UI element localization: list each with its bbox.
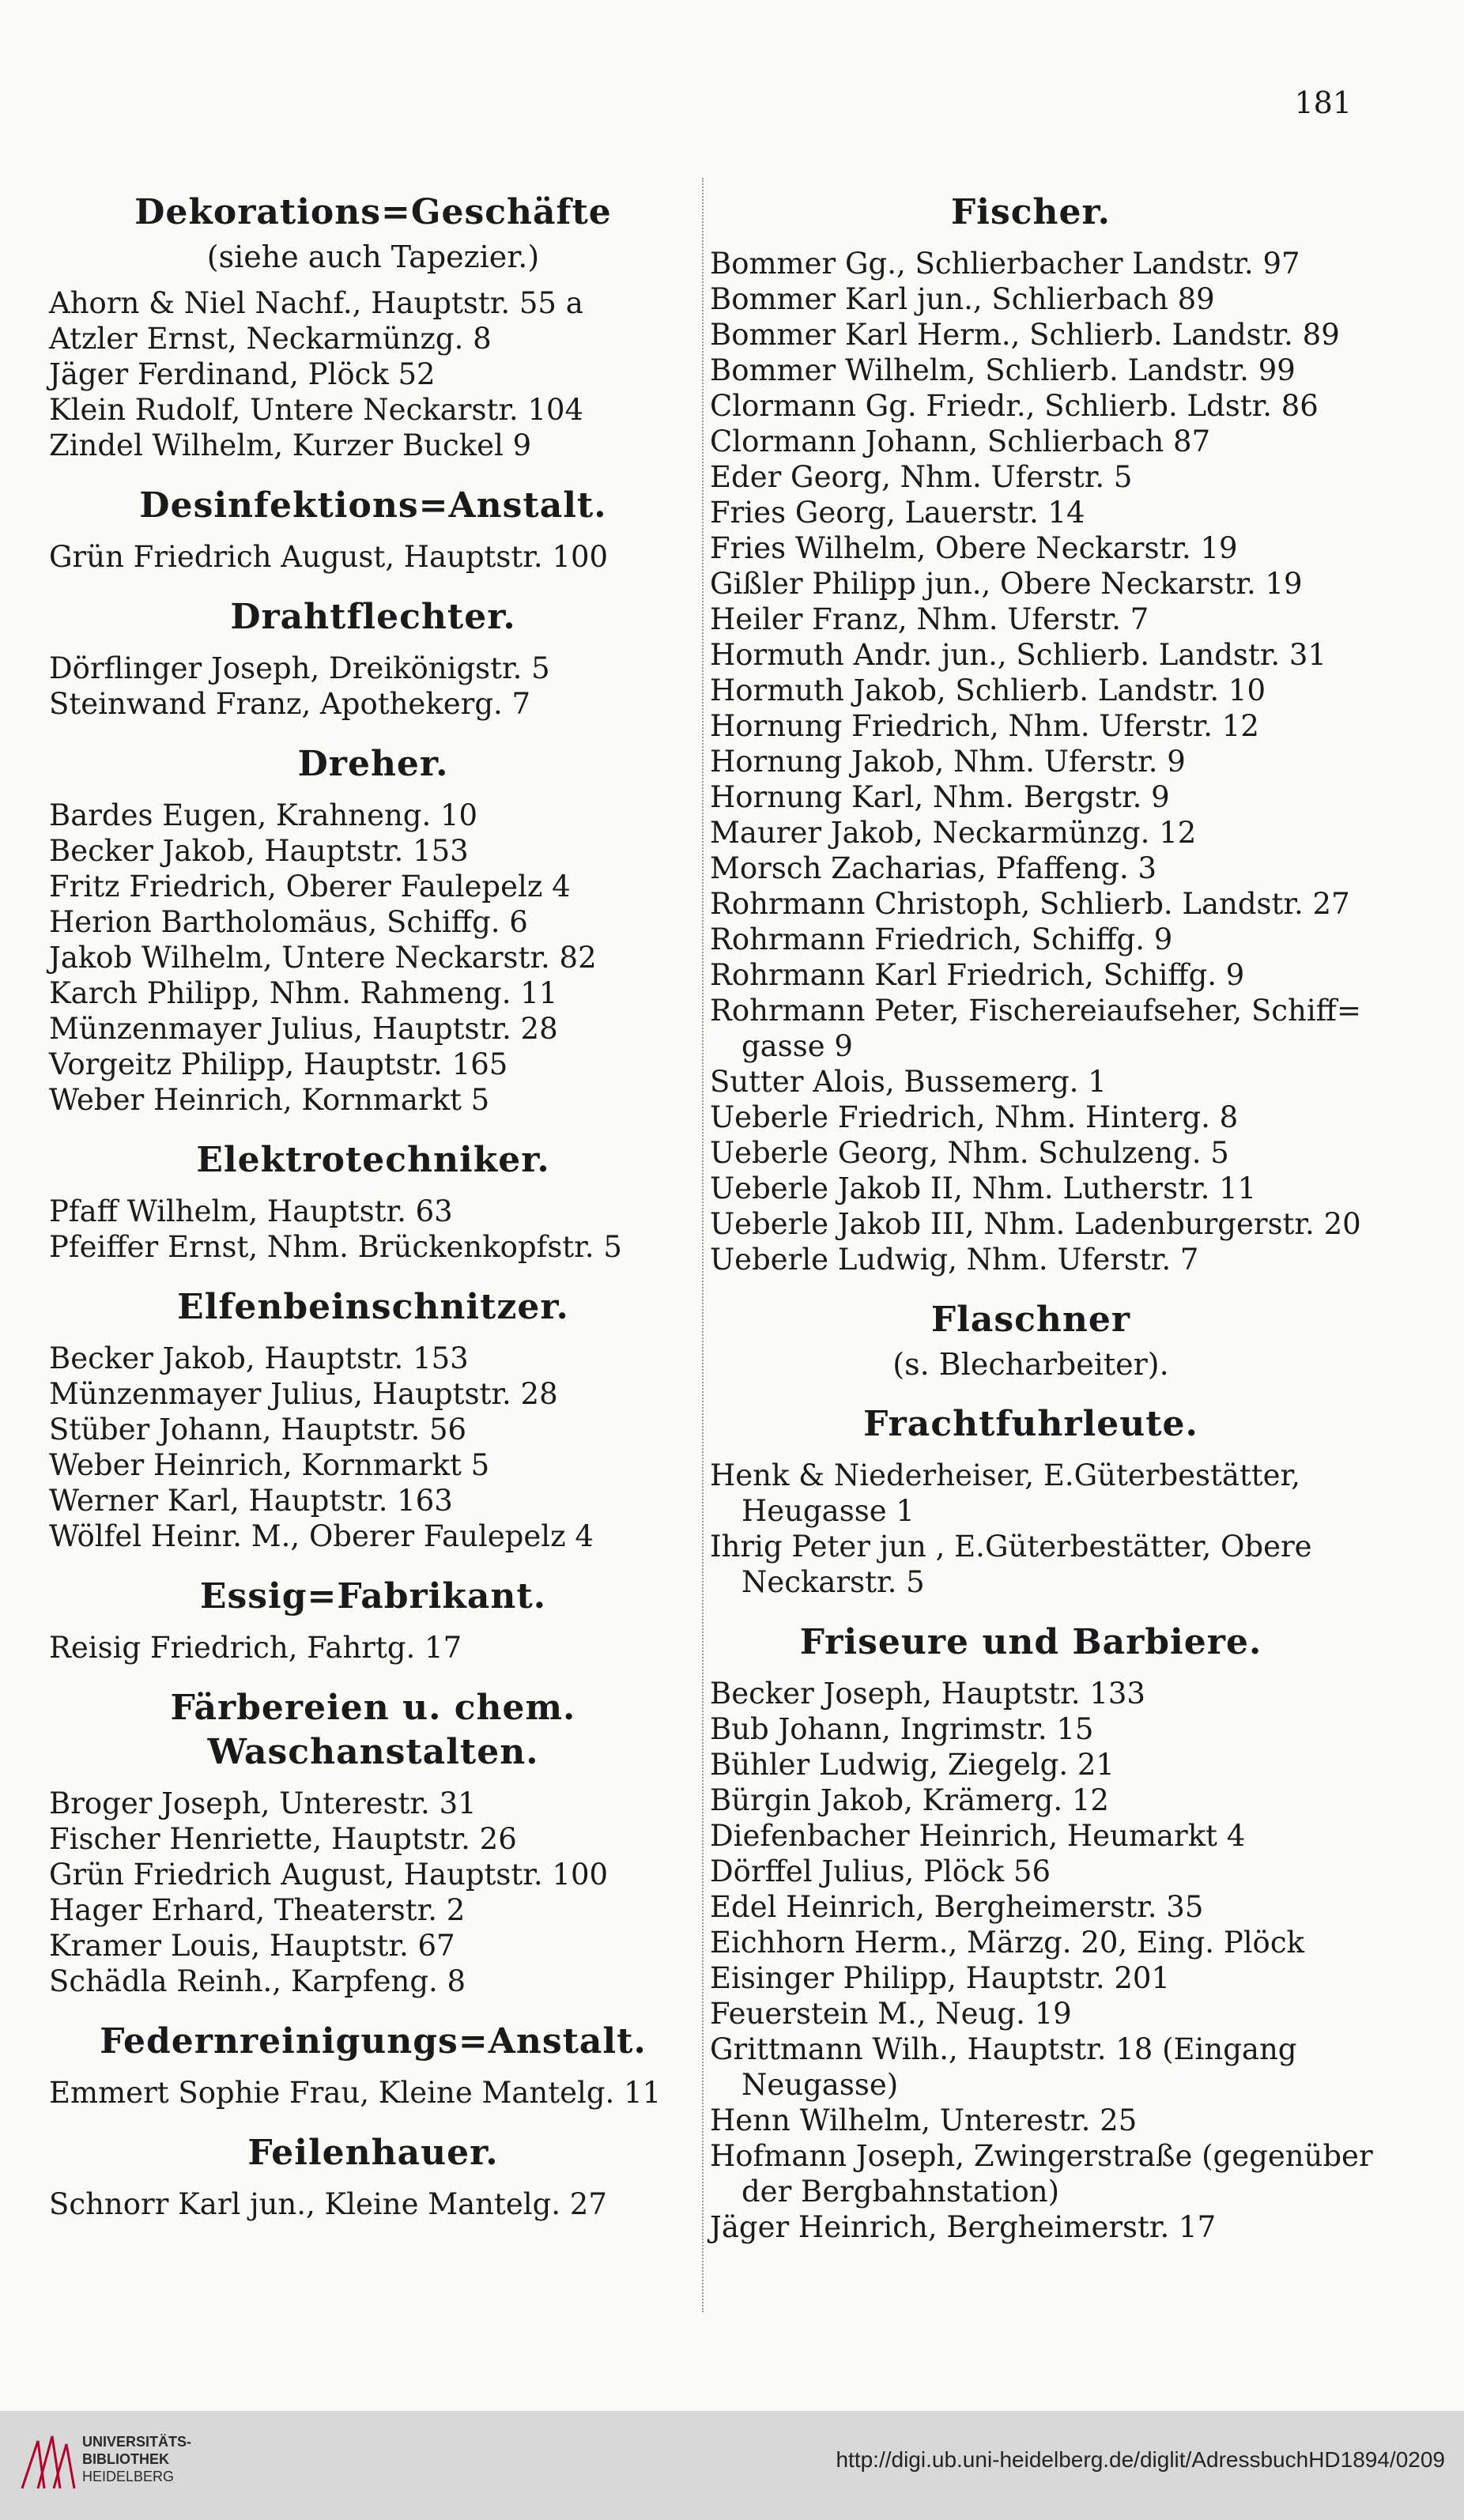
section-heading: Dekorations=Geschäfte [134,192,612,232]
directory-entry: Fritz Friedrich, Oberer Faulepelz 4 [49,870,571,904]
directory-entry-continuation: Heugasse 1 [741,1494,915,1528]
directory-entry: Bommer Karl jun., Schlierbach 89 [710,282,1215,316]
section-heading: Flaschner [930,1300,1131,1340]
directory-entry: Eichhorn Herm., Märzg. 20, Eing. Plöck [710,1926,1304,1960]
directory-entry: Hornung Karl, Nhm. Bergstr. 9 [710,780,1170,814]
directory-entry: Jäger Heinrich, Bergheimerstr. 17 [710,2210,1217,2244]
directory-entry: Bommer Karl Herm., Schlierb. Landstr. 89 [710,318,1340,352]
directory-entry: Fischer Henriette, Hauptstr. 26 [49,1822,517,1856]
directory-entry-continuation: Neugasse) [741,2068,899,2102]
directory-entry: Becker Jakob, Hauptstr. 153 [49,834,469,868]
directory-entry: Ueberle Jakob II, Nhm. Lutherstr. 11 [710,1171,1257,1205]
directory-entry: Jakob Wilhelm, Untere Neckarstr. 82 [49,941,597,975]
directory-entry: Ueberle Jakob III, Nhm. Ladenburgerstr. 20 [710,1207,1361,1241]
directory-entry: Hormuth Jakob, Schlierb. Landstr. 10 [710,673,1266,707]
directory-entry: Schnorr Karl jun., Kleine Mantelg. 27 [49,2187,607,2221]
directory-entry: Bürgin Jakob, Krämerg. 12 [710,1783,1109,1817]
directory-entry: Clormann Johann, Schlierbach 87 [710,424,1211,458]
directory-entry: Werner Karl, Hauptstr. 163 [49,1484,453,1518]
directory-entry: Morsch Zacharias, Pfaffeng. 3 [710,851,1157,885]
directory-entry: Fries Wilhelm, Obere Neckarstr. 19 [710,531,1238,565]
directory-entry: Weber Heinrich, Kornmarkt 5 [49,1083,490,1117]
directory-entry-continuation: der Bergbahnstation) [741,2175,1060,2209]
directory-entry: Gißler Philipp jun., Obere Neckarstr. 19 [710,567,1303,601]
directory-entry: Weber Heinrich, Kornmarkt 5 [49,1448,490,1482]
directory-entry: Becker Jakob, Hauptstr. 153 [49,1341,469,1375]
directory-entry: Bommer Gg., Schlierbacher Landstr. 97 [710,247,1300,281]
directory-entry: Rohrmann Friedrich, Schiffg. 9 [710,922,1173,956]
right-column [710,170,1373,2245]
directory-entry: Dörflinger Joseph, Dreikönigstr. 5 [49,651,550,685]
directory-entry: Münzenmayer Julius, Hauptstr. 28 [49,1377,558,1411]
directory-entry: Rohrmann Karl Friedrich, Schiffg. 9 [710,958,1245,992]
directory-entry: Clormann Gg. Friedr., Schlierb. Ldstr. 86 [710,389,1319,423]
directory-entry: Edel Heinrich, Bergheimerstr. 35 [710,1890,1204,1924]
directory-entry: Schädla Reinh., Karpfeng. 8 [49,1964,466,1998]
directory-entry: Hormuth Andr. jun., Schlierb. Landstr. 31 [710,638,1326,672]
directory-entry: Rohrmann Peter, Fischereiaufseher, Schiff= [710,994,1361,1028]
institution-line-1: UNIVERSITÄTS- [82,2434,192,2450]
directory-entry: Atzler Ernst, Neckarmünzg. 8 [49,322,492,356]
directory-entry: Broger Joseph, Unterestr. 31 [49,1786,477,1820]
directory-entry-continuation: Neckarstr. 5 [741,1565,925,1599]
section-heading: Färbereien u. chem. Waschanstalten. [170,1688,576,1772]
directory-entry: Steinwand Franz, Apothekerg. 7 [49,687,531,721]
directory-entry: Zindel Wilhelm, Kurzer Buckel 9 [49,428,532,462]
directory-entry: Pfaff Wilhelm, Hauptstr. 63 [49,1194,453,1228]
directory-entry: Grittmann Wilh., Hauptstr. 18 (Eingang [710,2032,1297,2066]
institution-name [82,2433,191,2485]
section-heading: Drahtflechter. [230,597,516,637]
directory-entry: Eder Georg, Nhm. Uferstr. 5 [710,460,1133,494]
section-heading: Friseure und Barbiere. [799,1622,1262,1662]
directory-entry: Hornung Jakob, Nhm. Uferstr. 9 [710,745,1186,779]
directory-entry: Karch Philipp, Nhm. Rahmeng. 11 [49,976,558,1010]
directory-entry: Fries Georg, Lauerstr. 14 [710,496,1085,530]
source-url-link[interactable]: http://digi.ub.uni-heidelberg.de/diglit/AdressbuchHD1894/0209 [836,2447,1445,2472]
directory-entry: Ueberle Georg, Nhm. Schulzeng. 5 [710,1136,1229,1170]
directory-entry: Ueberle Friedrich, Nhm. Hinterg. 8 [710,1100,1239,1134]
section-heading: Feilenhauer. [247,2133,499,2173]
directory-entry: Münzenmayer Julius, Hauptstr. 28 [49,1012,558,1046]
directory-entry: Stüber Johann, Hauptstr. 56 [49,1413,467,1447]
directory-entry: Kramer Louis, Hauptstr. 67 [49,1929,455,1963]
directory-entry: Ueberle Ludwig, Nhm. Uferstr. 7 [710,1243,1199,1277]
section-heading: Federnreinigungs=Anstalt. [100,2021,647,2062]
directory-entry: Henn Wilhelm, Unterestr. 25 [710,2103,1138,2137]
directory-entry: Vorgeitz Philipp, Hauptstr. 165 [49,1047,508,1081]
directory-entry: Bub Johann, Ingrimstr. 15 [710,1712,1094,1746]
directory-entry: Feuerstein M., Neug. 19 [710,1997,1072,2031]
directory-entry: Jäger Ferdinand, Plöck 52 [49,357,436,391]
section-note: (siehe auch Tapezier.) [206,240,540,274]
section-heading: Dreher. [297,744,449,784]
directory-entry: Eisinger Philipp, Hauptstr. 201 [710,1961,1170,1995]
directory-entry: Reisig Friedrich, Fahrtg. 17 [49,1631,462,1665]
directory-entry: Grün Friedrich August, Hauptstr. 100 [49,540,609,574]
directory-entry: Dörffel Julius, Plöck 56 [710,1854,1051,1888]
page-number: 181 [1294,85,1352,120]
left-column [49,170,697,2222]
directory-entry: Herion Bartholomäus, Schiffg. 6 [49,905,528,939]
directory-entry: Bühler Ludwig, Ziegelg. 21 [710,1748,1115,1782]
directory-entry: Ahorn & Niel Nachf., Hauptstr. 55 a [49,286,583,320]
directory-entry: Heiler Franz, Nhm. Uferstr. 7 [710,602,1149,636]
footer-bar [0,2411,1464,2520]
section-heading: Essig=Fabrikant. [199,1576,547,1616]
directory-entry: Grün Friedrich August, Hauptstr. 100 [49,1858,609,1892]
directory-entry: Diefenbacher Heinrich, Heumarkt 4 [710,1819,1246,1853]
directory-entry: Becker Joseph, Hauptstr. 133 [710,1677,1145,1711]
directory-entry: Wölfel Heinr. M., Oberer Faulepelz 4 [49,1519,594,1553]
directory-entry: Hofmann Joseph, Zwingerstraße (gegenüber [710,2139,1373,2173]
directory-entry: Hager Erhard, Theaterstr. 2 [49,1893,466,1927]
directory-entry: Bardes Eugen, Krahneng. 10 [49,798,478,832]
section-heading: Desinfektions=Anstalt. [139,485,607,526]
institution-line-3: HEIDELBERG [82,2469,175,2484]
directory-entry: Henk & Niederheiser, E.Güterbestätter, [710,1458,1300,1492]
university-logo-icon [14,2425,85,2496]
directory-entry: Sutter Alois, Bussemerg. 1 [710,1065,1107,1099]
directory-entry: Emmert Sophie Frau, Kleine Mantelg. 11 [49,2076,662,2110]
institution-line-2: BIBLIOTHEK [82,2451,169,2467]
section-heading: Elektrotechniker. [196,1140,550,1180]
section-note: (s. Blecharbeiter). [892,1347,1169,1382]
column-divider [702,178,704,2312]
directory-entry-continuation: gasse 9 [741,1029,853,1063]
section-heading: Frachtfuhrleute. [863,1404,1198,1444]
directory-entry: Hornung Friedrich, Nhm. Uferstr. 12 [710,709,1259,743]
directory-entry: Bommer Wilhelm, Schlierb. Landstr. 99 [710,353,1296,387]
section-heading: Fischer. [951,192,1111,232]
directory-entry: Ihrig Peter jun , E.Güterbestätter, Obere [710,1530,1312,1564]
directory-entry: Rohrmann Christoph, Schlierb. Landstr. 27 [710,887,1350,921]
directory-entry: Pfeiffer Ernst, Nhm. Brückenkopfstr. 5 [49,1230,622,1264]
directory-entry: Maurer Jakob, Neckarmünzg. 12 [710,816,1197,850]
directory-entry: Klein Rudolf, Untere Neckarstr. 104 [49,393,584,427]
section-heading: Elfenbeinschnitzer. [177,1287,569,1327]
